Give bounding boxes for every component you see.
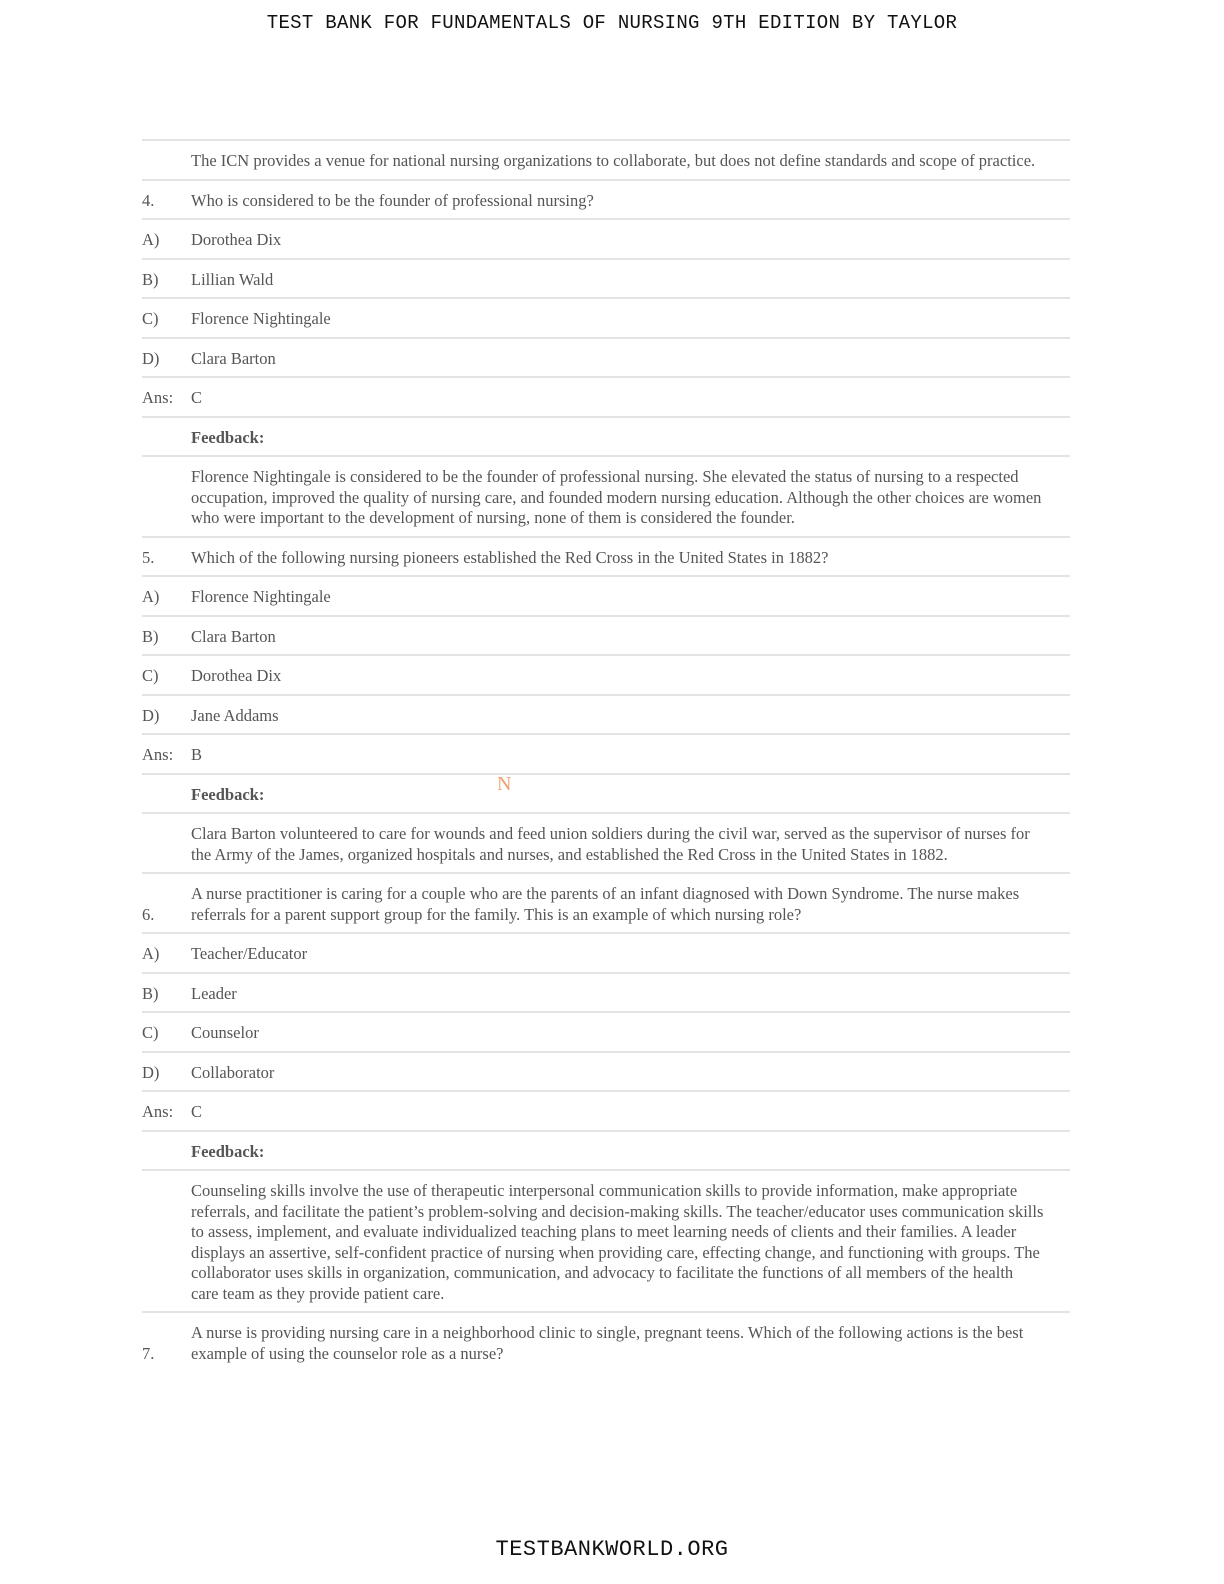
option-text: Counselor bbox=[191, 1023, 259, 1042]
option-row bbox=[142, 577, 1070, 617]
answer-label: Ans: bbox=[142, 1102, 174, 1121]
option-text: Teacher/Educator bbox=[191, 944, 308, 963]
option-label: D) bbox=[142, 348, 160, 368]
option-label: B) bbox=[142, 983, 159, 1003]
watermark-letter: N bbox=[497, 773, 512, 795]
option-text: Clara Barton bbox=[191, 626, 276, 646]
option-row bbox=[142, 617, 1070, 657]
feedback-text: Florence Nightingale is considered to be the founder of professional nursing. She elevated the status of nursing to a respected occupation, improved the quality of nursing care, and founded modern nursing education. Although the other choices are women who were important to the development of nursing, none of them is considered the founder. bbox=[191, 467, 1042, 527]
option-label: B) bbox=[142, 269, 159, 289]
option-row bbox=[142, 339, 1070, 379]
question-row-7 bbox=[142, 1313, 1070, 1371]
option-text: Florence Nightingale bbox=[191, 309, 331, 328]
option-label: C) bbox=[142, 1023, 159, 1042]
feedback-heading-row bbox=[142, 418, 1070, 458]
page-footer: TESTBANKWORLD.ORG bbox=[495, 1537, 729, 1562]
option-row bbox=[142, 299, 1070, 339]
question-row-6 bbox=[142, 874, 1070, 934]
option-text: Collaborator bbox=[191, 1062, 275, 1082]
option-label: D) bbox=[142, 1062, 160, 1082]
answer-value: B bbox=[191, 745, 203, 764]
question-row-5 bbox=[142, 538, 1070, 578]
question-number: 7. bbox=[142, 1343, 155, 1363]
feedback-row bbox=[142, 814, 1070, 874]
option-row bbox=[142, 974, 1070, 1014]
option-text: Florence Nightingale bbox=[191, 587, 331, 606]
feedback-label: Feedback: bbox=[191, 427, 265, 447]
option-text: Dorothea Dix bbox=[191, 666, 282, 685]
feedback-row bbox=[142, 457, 1070, 538]
page-header-title: TEST BANK FOR FUNDAMENTALS OF NURSING 9TH EDITION BY TAYLOR bbox=[266, 12, 958, 34]
answer-row bbox=[142, 378, 1070, 418]
feedback-text: Counseling skills involve the use of therapeutic interpersonal communication skills to provide information, make appropriate referrals, and facilitate the patient’s problem-solving and decision-making skills. The teacher/educator uses communication skills to assess, implement, and evaluate individualized teaching plans to meet learning needs of clients and their families. A leader displays an assertive, self-confident practice of nursing when providing care, effecting change, and functioning with groups. The collaborator uses skills in organization, communication, and advocacy to facilitate the functions of all members of the health care team as they provide patient care. bbox=[191, 1181, 1044, 1303]
answer-row bbox=[142, 1092, 1070, 1132]
feedback-heading-row bbox=[142, 1132, 1070, 1172]
option-row bbox=[142, 260, 1070, 300]
option-label: C) bbox=[142, 309, 159, 328]
feedback-heading-row bbox=[142, 775, 1070, 815]
feedback-label: Feedback: bbox=[191, 1141, 265, 1161]
option-row bbox=[142, 696, 1070, 736]
option-text: Clara Barton bbox=[191, 348, 276, 368]
question-text: Who is considered to be the founder of professional nursing? bbox=[191, 190, 594, 210]
feedback-label: Feedback: bbox=[191, 784, 265, 804]
answer-row bbox=[142, 735, 1070, 775]
answer-value: C bbox=[191, 388, 203, 407]
question-row-4 bbox=[142, 181, 1070, 221]
option-row bbox=[142, 934, 1070, 974]
question-text: A nurse practitioner is caring for a couple who are the parents of an infant diagnosed with Down Syndrome. The nurse makes referrals for a parent support group for the family. This is an example of which nursing role? bbox=[191, 884, 1020, 924]
feedback-text: Clara Barton volunteered to care for wounds and feed union soldiers during the civil war, served as the supervisor of nurses for the Army of the James, organized hospitals and nurses, and established the Red Cross in the United States in 1882. bbox=[191, 824, 1030, 864]
option-row bbox=[142, 220, 1070, 260]
option-row bbox=[142, 1013, 1070, 1053]
option-label: C) bbox=[142, 666, 159, 685]
option-text: Jane Addams bbox=[191, 705, 279, 725]
option-row bbox=[142, 1053, 1070, 1093]
question-number: 6. bbox=[142, 904, 155, 924]
feedback-row bbox=[142, 1171, 1070, 1313]
option-label: A) bbox=[142, 230, 160, 249]
option-label: A) bbox=[142, 587, 160, 606]
question-number: 5. bbox=[142, 547, 155, 567]
feedback-text: The ICN provides a venue for national nursing organizations to collaborate, but does not define standards and scope of practice. bbox=[191, 151, 1036, 170]
intro-feedback-row bbox=[142, 141, 1070, 181]
option-text: Leader bbox=[191, 983, 237, 1003]
answer-label: Ans: bbox=[142, 388, 174, 407]
option-label: B) bbox=[142, 626, 159, 646]
option-text: Dorothea Dix bbox=[191, 230, 282, 249]
question-text: A nurse is providing nursing care in a neighborhood clinic to single, pregnant teens. Which of the following actions is the best example of using the counselor role as a nurse? bbox=[191, 1323, 1024, 1363]
answer-value: C bbox=[191, 1102, 203, 1121]
option-label: A) bbox=[142, 944, 160, 963]
question-number: 4. bbox=[142, 190, 155, 210]
option-row bbox=[142, 656, 1070, 696]
question-table bbox=[142, 139, 1070, 1371]
option-label: D) bbox=[142, 705, 160, 725]
option-text: Lillian Wald bbox=[191, 269, 274, 289]
question-text: Which of the following nursing pioneers established the Red Cross in the United States in 1882? bbox=[191, 547, 829, 567]
answer-label: Ans: bbox=[142, 745, 174, 764]
